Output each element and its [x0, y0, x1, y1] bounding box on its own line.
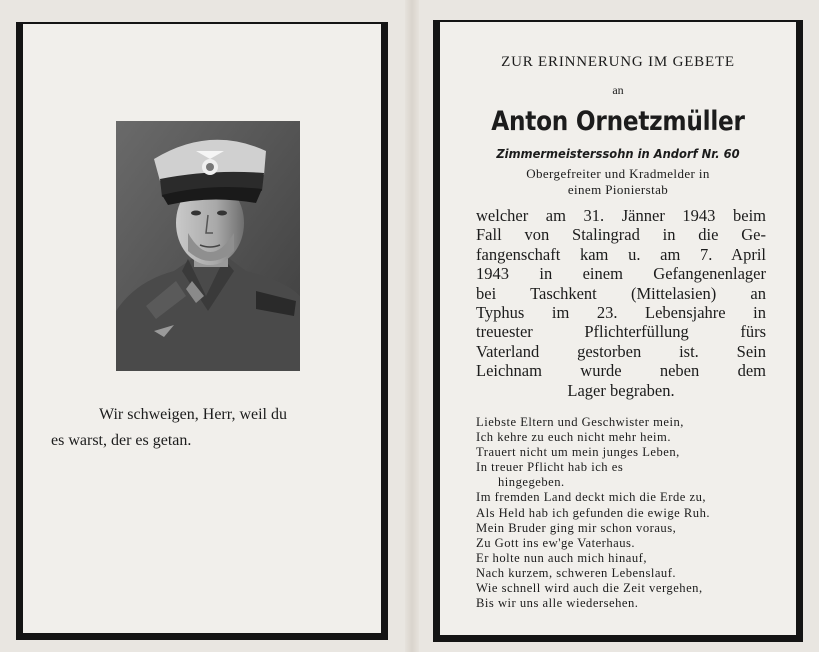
poem-line: Zu Gott ins ew'ge Vaterhaus.	[476, 535, 636, 550]
poem-line: Ich kehre zu euch nicht mehr heim.	[476, 430, 671, 445]
memorial-heading: ZUR ERINNERUNG IM GEBETE	[501, 54, 735, 70]
biography-text	[476, 206, 766, 400]
right-page	[433, 20, 803, 642]
poem-line: Wie schnell wird auch die Zeit vergehen,	[476, 581, 703, 596]
bio-line: treuester Pflichterfüllung fürs	[476, 322, 766, 342]
left-verse	[51, 402, 371, 454]
bio-line: welcher am 31. Jänner 1943 beim	[476, 206, 766, 225]
deceased-origin: Zimmermeisterssohn in Andorf Nr. 60	[496, 146, 740, 161]
left-page	[16, 22, 388, 640]
heading-an: an	[612, 83, 624, 97]
poem-line: Liebste Eltern und Geschwister mein,	[476, 415, 684, 429]
bio-line: bei Taschkent (Mittelasien) an	[476, 283, 766, 303]
rank-line-2: einem Pionierstab	[567, 182, 669, 197]
verse-line-1: Wir schweigen, Herr, weil du	[99, 406, 287, 423]
bio-line: 1943 in einem Gefangenenlager	[476, 264, 766, 284]
bio-line: Fall von Stalingrad in die Ge-	[476, 225, 766, 245]
poem-line: Im fremden Land deckt mich die Erde zu,	[476, 490, 707, 505]
farewell-poem	[476, 415, 776, 611]
rank-line-1: Obergefreiter und Kradmelder in	[526, 166, 710, 181]
poem-line: In treuer Pflicht hab ich es	[476, 460, 624, 475]
bio-line: fangenschaft kam u. am 7. April	[476, 244, 766, 264]
poem-line: Mein Bruder ging mir schon voraus,	[476, 520, 677, 535]
card-fold	[405, 0, 419, 652]
poem-line: Er holte nun auch mich hinauf,	[476, 550, 647, 565]
soldier-portrait-image	[116, 121, 300, 371]
poem-line: Nach kurzem, schweren Lebenslauf.	[476, 565, 677, 580]
bio-line: Leichnam wurde neben dem	[476, 361, 766, 381]
poem-line: Bis wir uns alle wiedersehen.	[476, 596, 639, 611]
poem-line: Als Held hab ich gefunden die ewige Ruh.	[476, 505, 711, 520]
poem-line: Trauert nicht um mein junges Leben,	[476, 445, 680, 460]
soldier-portrait-photo	[116, 121, 300, 371]
bio-line: Vaterland gestorben ist. Sein	[476, 341, 766, 361]
deceased-name: Anton Ornetzmüller	[491, 106, 745, 137]
bio-line: Typhus im 23. Lebensjahre in	[476, 303, 766, 323]
poem-line: hingegeben.	[498, 475, 565, 490]
verse-line-2: es warst, der es getan.	[51, 432, 192, 449]
bio-line: Lager begraben.	[567, 380, 675, 400]
